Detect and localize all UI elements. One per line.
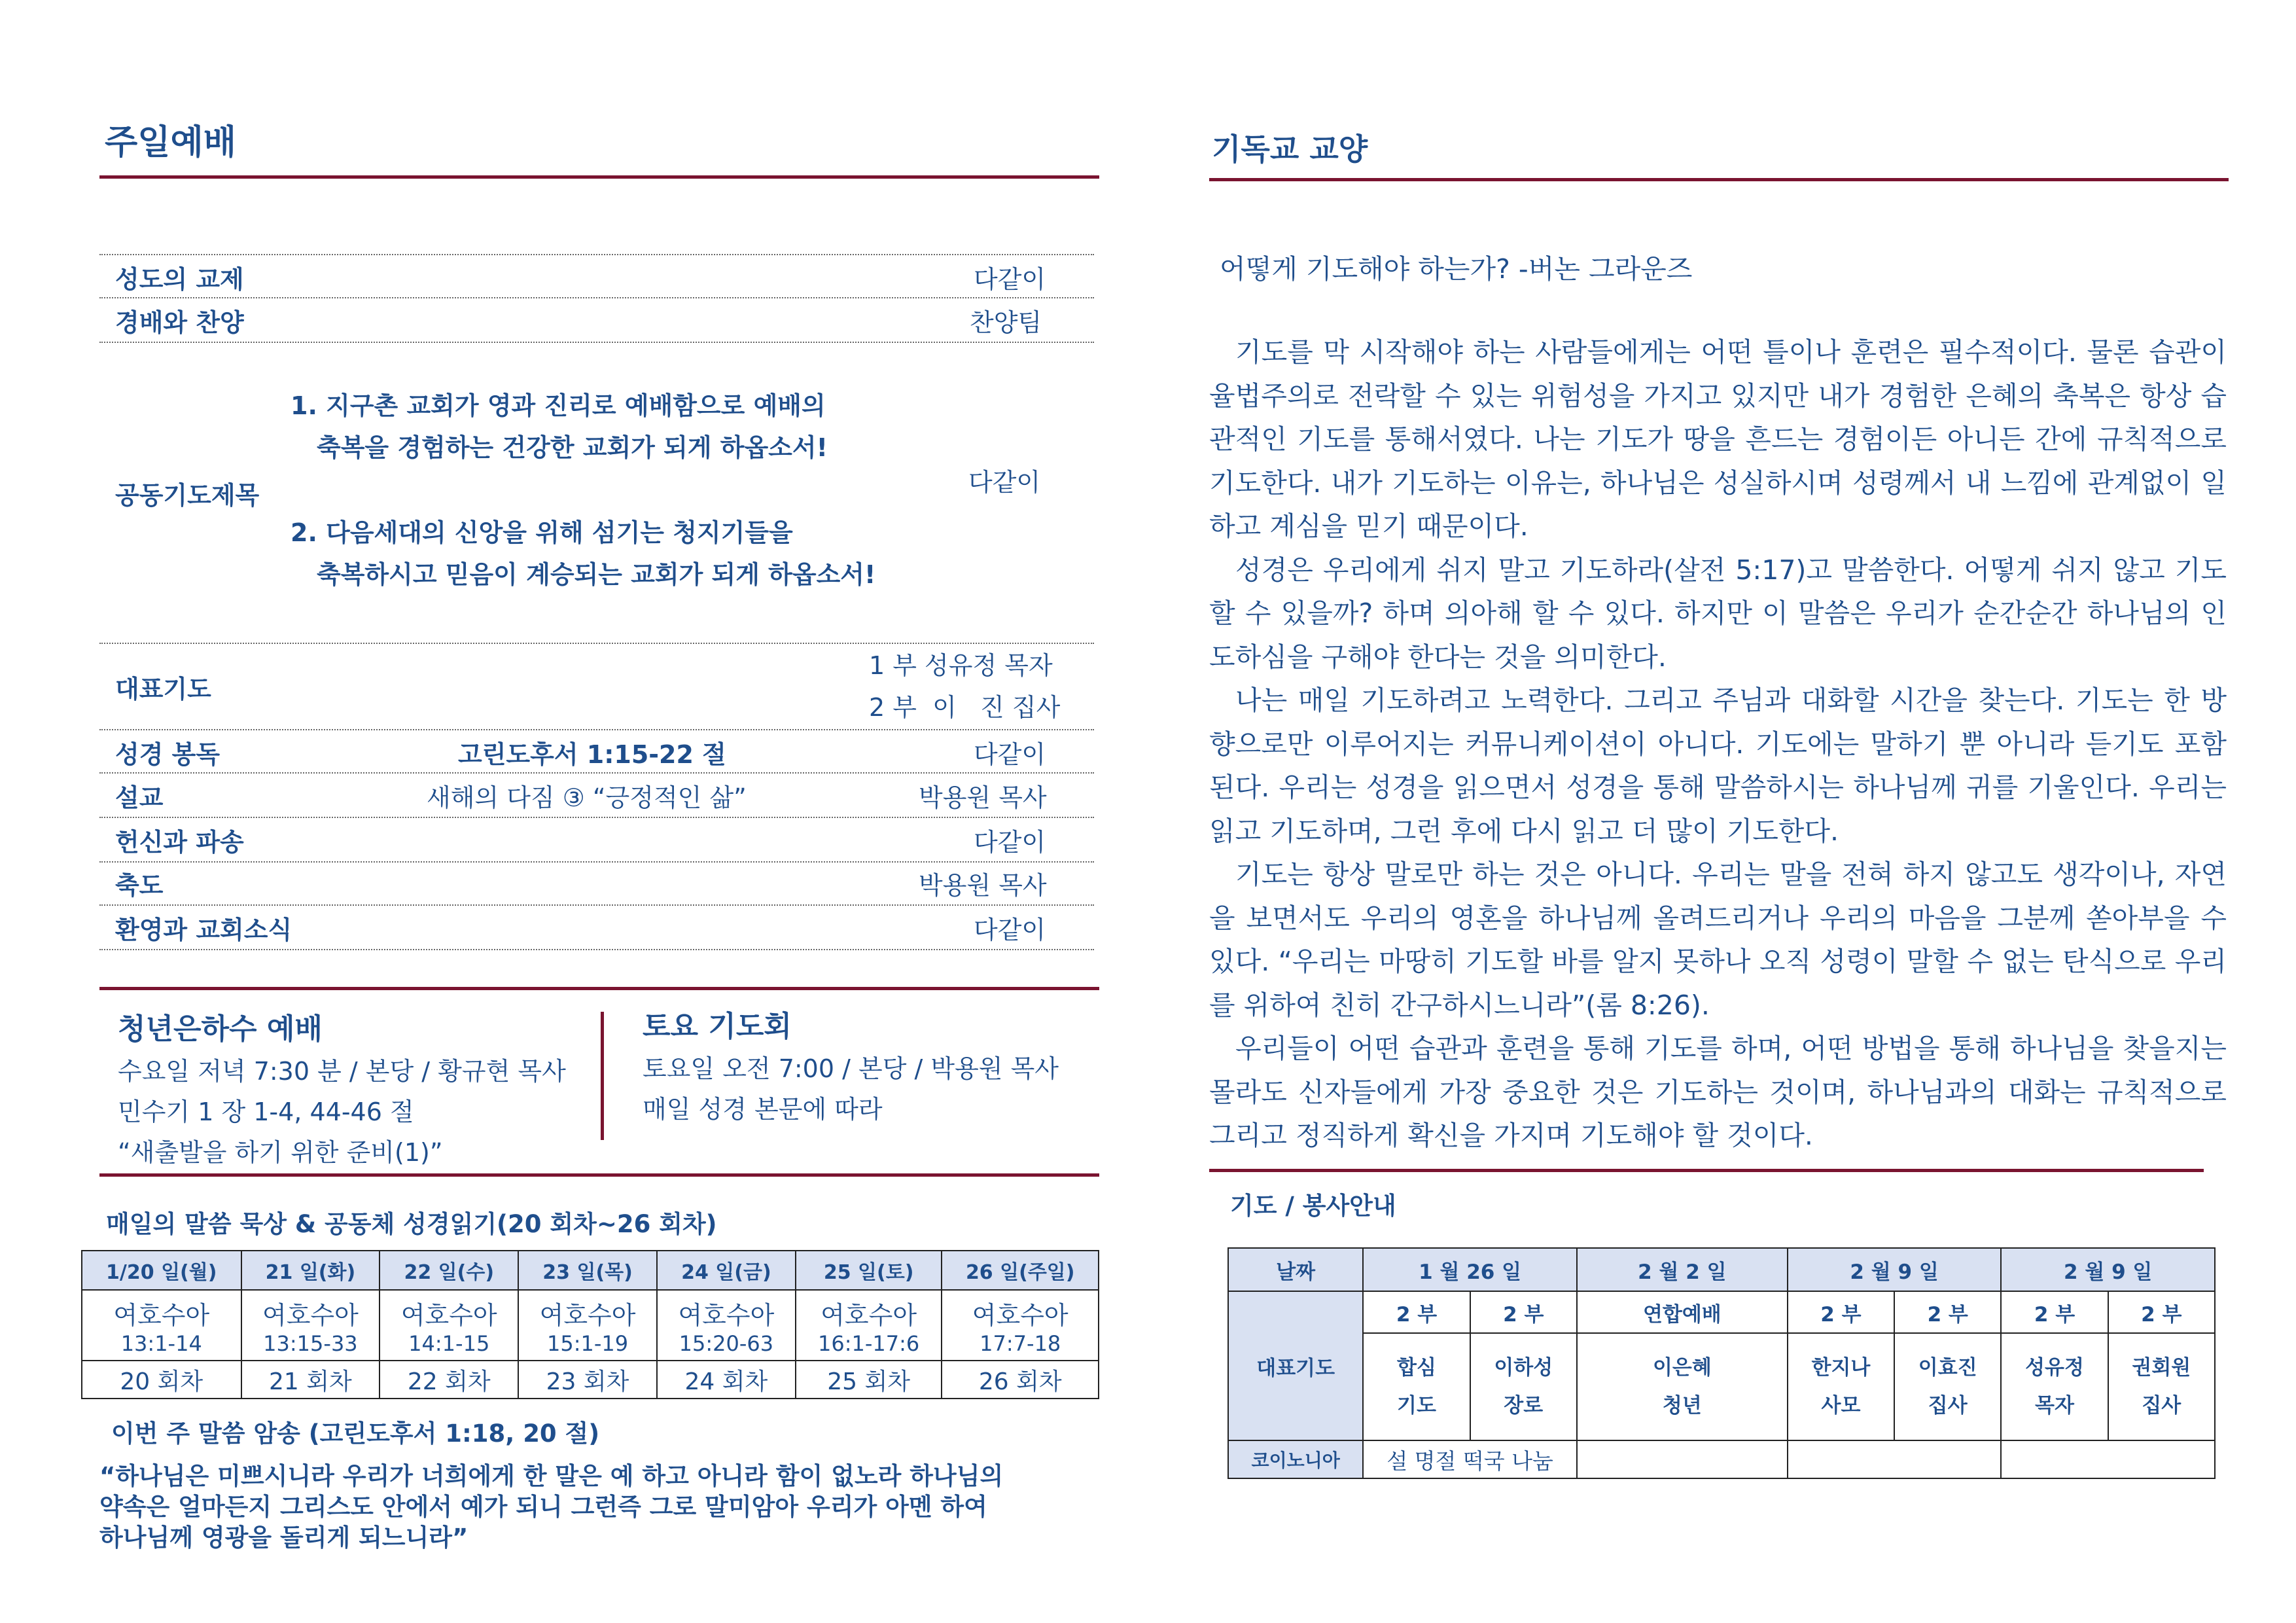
service-sub: 2 부 bbox=[1788, 1291, 1894, 1333]
saturday-prayer-box bbox=[643, 1005, 1059, 1130]
article-body bbox=[1209, 330, 2227, 1158]
reading-day: 26 일(주일) bbox=[942, 1251, 1099, 1290]
service-sub: 2 부 bbox=[2108, 1291, 2215, 1333]
youth-service-sermon: “새출발을 하기 위한 준비(1)” bbox=[118, 1138, 443, 1167]
reading-day: 23 일(목) bbox=[518, 1251, 657, 1290]
order-leader: 박용원 목사 bbox=[919, 783, 1047, 812]
page-title-right: 기독교 교양 bbox=[1212, 132, 1368, 167]
section-divider bbox=[1209, 1169, 2204, 1172]
service-date: 1 월 26 일 bbox=[1363, 1248, 1577, 1291]
order-label: 성도의 교제 bbox=[115, 265, 244, 294]
order-leader: 박용원 목사 bbox=[919, 871, 1047, 900]
joint-prayer-leader: 다같이 bbox=[968, 468, 1041, 497]
date-header: 날짜 bbox=[1228, 1248, 1363, 1291]
reading-day: 22 일(수) bbox=[380, 1251, 518, 1290]
youth-service-title: 청년은하수 예배 bbox=[118, 1012, 323, 1046]
scripture-reference: 고린도후서 1:15-22 절 bbox=[458, 740, 726, 769]
youth-service-box bbox=[118, 1008, 566, 1173]
order-label: 헌신과 파송 bbox=[115, 828, 244, 857]
service-person: 이효진 집사 bbox=[1894, 1333, 2001, 1440]
reading-round: 23 회차 bbox=[518, 1361, 657, 1399]
youth-service-text: 민수기 1 장 1-4, 44-46 절 bbox=[118, 1097, 414, 1126]
service-person: 합심 기도 bbox=[1363, 1333, 1470, 1440]
order-label: 설교 bbox=[115, 783, 164, 812]
reading-cell: 여호수아 16:1-17:6 bbox=[796, 1290, 942, 1361]
row-label: 대표기도 bbox=[1228, 1291, 1363, 1440]
article-paragraph: 나는 매일 기도하려고 노력한다. 그리고 주님과 대화할 시간을 찾는다. 기도는 한 방향으로만 이루어지는 커뮤니케이션이 아니다. 기도에는 말하기 뿐 아니라 듣기도 포함된다. 우리는 성경을 읽으면서 성경을 통해 말씀하시는 하나님께 귀를 기울인다. 우리는 읽고 기도하며, 그런 후에 다시 읽고 더 많이 기도한다. bbox=[1209, 685, 2227, 847]
divider bbox=[99, 297, 1094, 298]
divider bbox=[99, 643, 1094, 644]
title-divider-right bbox=[1209, 178, 2229, 181]
order-leader: 다같이 bbox=[974, 265, 1046, 294]
saturday-prayer-time: 토요일 오전 7:00 / 본당 / 박용원 목사 bbox=[643, 1054, 1059, 1083]
service-person: 권회원 집사 bbox=[2108, 1333, 2215, 1440]
order-leader: 다같이 bbox=[974, 740, 1046, 769]
memory-verse-title: 이번 주 말씀 암송 (고린도후서 1:18, 20 절) bbox=[111, 1419, 600, 1448]
divider bbox=[99, 904, 1094, 906]
rep-prayer-first: 1 부 성유정 목자 bbox=[869, 651, 1053, 680]
memory-verse-text bbox=[99, 1461, 1003, 1553]
joint-prayer-item-2 bbox=[291, 512, 875, 596]
order-label: 축도 bbox=[115, 871, 164, 900]
service-person: 이하성 장로 bbox=[1470, 1333, 1577, 1440]
reading-day: 21 일(화) bbox=[241, 1251, 380, 1290]
reading-round: 24 회차 bbox=[657, 1361, 796, 1399]
memory-line: 약속은 얼마든지 그리스도 안에서 예가 되니 그런즉 그로 말미암아 우리가 아멘 하여 bbox=[99, 1493, 987, 1521]
order-leader: 다같이 bbox=[974, 828, 1046, 857]
divider bbox=[99, 254, 1094, 255]
reading-cell: 여호수아 15:1-19 bbox=[518, 1290, 657, 1361]
joint-prayer-label: 공동기도제목 bbox=[115, 481, 260, 510]
saturday-prayer-title: 토요 기도회 bbox=[643, 1010, 792, 1043]
reading-round: 25 회차 bbox=[796, 1361, 942, 1399]
service-person: 성유정 목자 bbox=[2001, 1333, 2108, 1440]
reading-round: 20 회차 bbox=[82, 1361, 241, 1399]
divider bbox=[99, 861, 1094, 863]
rep-prayer-second: 2 부 이 진 집사 bbox=[869, 693, 1061, 722]
service-table bbox=[1227, 1247, 2216, 1479]
section-divider bbox=[99, 1173, 1099, 1177]
joint-prayer-item-1 bbox=[291, 385, 828, 469]
reading-round: 26 회차 bbox=[942, 1361, 1099, 1399]
reading-cell: 여호수아 15:20-63 bbox=[657, 1290, 796, 1361]
empty-cell bbox=[1788, 1440, 2002, 1478]
article-title: 어떻게 기도해야 하는가? -버논 그라운즈 bbox=[1220, 253, 1693, 285]
sermon-title: 새해의 다짐 ③ “긍정적인 삶” bbox=[427, 783, 747, 812]
service-sub: 2 부 bbox=[1363, 1291, 1470, 1333]
empty-cell bbox=[1577, 1440, 1788, 1478]
divider bbox=[99, 342, 1094, 343]
service-person: 이은혜 청년 bbox=[1577, 1333, 1788, 1440]
reading-plan-table bbox=[81, 1250, 1099, 1399]
service-sub: 2 부 bbox=[1470, 1291, 1577, 1333]
reading-plan-title: 매일의 말씀 묵상 & 공동체 성경읽기(20 회차~26 회차) bbox=[106, 1210, 717, 1238]
service-date: 2 월 9 일 bbox=[1788, 1248, 2002, 1291]
reading-day: 1/20 일(월) bbox=[82, 1251, 241, 1290]
divider bbox=[99, 949, 1094, 950]
reading-cell: 여호수아 17:7-18 bbox=[942, 1290, 1099, 1361]
service-sub: 연합예배 bbox=[1577, 1291, 1788, 1333]
order-leader: 다같이 bbox=[974, 916, 1046, 944]
article-paragraph: 우리들이 어떤 습관과 훈련을 통해 기도를 하며, 어떤 방법을 통해 하나님을 찾을지는 몰라도 신자들에게 가장 중요한 것은 기도하는 것이며, 하나님과의 대화는 규칙적으로 그리고 정직하게 확신을 가지며 기도해야 할 것이다. bbox=[1209, 1033, 2227, 1151]
order-label: 환영과 교회소식 bbox=[115, 916, 292, 944]
section-divider bbox=[99, 987, 1099, 990]
order-label: 성경 봉독 bbox=[115, 740, 221, 769]
saturday-prayer-text: 매일 성경 본문에 따라 bbox=[643, 1095, 883, 1124]
memory-line: 하나님께 영광을 돌리게 되느니라” bbox=[99, 1524, 468, 1552]
order-leader: 찬양팀 bbox=[970, 308, 1042, 337]
reading-cell: 여호수아 14:1-15 bbox=[380, 1290, 518, 1361]
article-paragraph: 성경은 우리에게 쉬지 말고 기도하라(살전 5:17)고 말씀한다. 어떻게 쉬지 않고 기도할 수 있을까? 하며 의아해 할 수 있다. 하지만 이 말씀은 우리가 순간순간 하나님의 인도하심을 구해야 한다는 것을 의미한다. bbox=[1209, 554, 2227, 673]
divider bbox=[99, 817, 1094, 818]
vertical-divider bbox=[601, 1012, 604, 1140]
reading-cell: 여호수아 13:1-14 bbox=[82, 1290, 241, 1361]
service-title: 기도 / 봉사안내 bbox=[1230, 1192, 1396, 1220]
prayer-line: 2. 다음세대의 신앙을 위해 섬기는 청지기들을 bbox=[291, 518, 793, 547]
service-person: 한지나 사모 bbox=[1788, 1333, 1894, 1440]
service-sub: 2 부 bbox=[1894, 1291, 2001, 1333]
article-paragraph: 기도를 막 시작해야 하는 사람들에게는 어떤 틀이나 훈련은 필수적이다. 물론 습관이 율법주의로 전락할 수 있는 위험성을 가지고 있지만 내가 경험한 은혜의 축복은 항상 습관적인 기도를 통해서였다. 나는 기도가 땅을 흔드는 경험이든 아니든 간에 규칙적으로 기도한다. 내가 기도하는 이유는, 하나님은 성실하시며 성령께서 내 느낌에 관계없이 일하고 계심을 믿기 때문이다. bbox=[1209, 336, 2227, 542]
reading-round: 21 회차 bbox=[241, 1361, 380, 1399]
prayer-line: 축복을 경험하는 건강한 교회가 되게 하옵소서! bbox=[317, 433, 828, 462]
empty-cell bbox=[2001, 1440, 2215, 1478]
youth-service-time: 수요일 저녁 7:30 분 / 본당 / 황규현 목사 bbox=[118, 1057, 566, 1086]
prayer-line: 1. 지구촌 교회가 영과 진리로 예배함으로 예배의 bbox=[291, 391, 826, 420]
divider bbox=[99, 729, 1094, 730]
divider bbox=[99, 772, 1094, 774]
koinonia-text: 설 명절 떡국 나눔 bbox=[1363, 1440, 1577, 1478]
prayer-line: 축복하시고 믿음이 계승되는 교회가 되게 하옵소서! bbox=[317, 560, 876, 589]
reading-day: 24 일(금) bbox=[657, 1251, 796, 1290]
service-sub: 2 부 bbox=[2001, 1291, 2108, 1333]
rep-prayer-label: 대표기도 bbox=[115, 675, 211, 704]
title-divider-left bbox=[99, 175, 1099, 179]
koinonia-label: 코이노니아 bbox=[1228, 1440, 1363, 1478]
service-date: 2 월 2 일 bbox=[1577, 1248, 1788, 1291]
reading-round: 22 회차 bbox=[380, 1361, 518, 1399]
order-label: 경배와 찬양 bbox=[115, 308, 244, 337]
reading-cell: 여호수아 13:15-33 bbox=[241, 1290, 380, 1361]
service-date: 2 월 9 일 bbox=[2001, 1248, 2215, 1291]
page-title-left: 주일예배 bbox=[105, 123, 236, 162]
memory-line: “하나님은 미쁘시니라 우리가 너희에게 한 말은 예 하고 아니라 함이 없노라 하나님의 bbox=[99, 1462, 1004, 1490]
article-paragraph: 기도는 항상 말로만 하는 것은 아니다. 우리는 말을 전혀 하지 않고도 생각이나, 자연을 보면서도 우리의 영혼을 하나님께 올려드리거나 우리의 마음을 그분께 쏟아부을 수 있다. “우리는 마땅히 기도할 바를 알지 못하나 오직 성령이 말할 수 없는 탄식으로 우리를 위하여 친히 간구하시느니라”(롬 8:26). bbox=[1209, 859, 2227, 1021]
reading-day: 25 일(토) bbox=[796, 1251, 942, 1290]
